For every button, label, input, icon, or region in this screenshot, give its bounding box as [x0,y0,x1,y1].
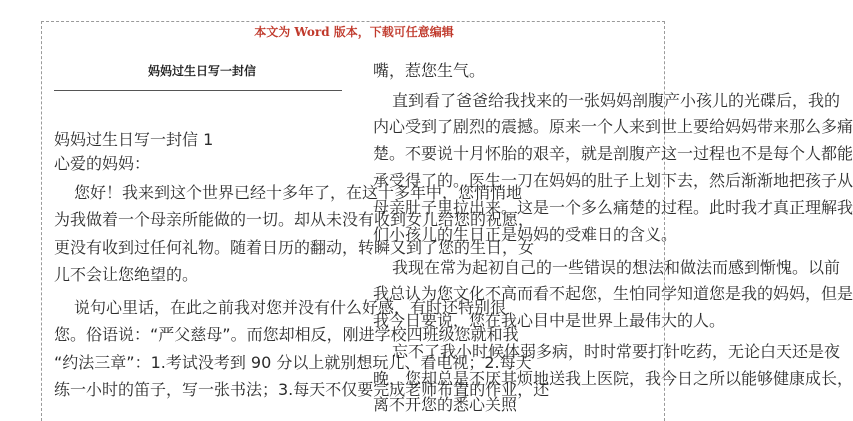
right-line: 我现在常为起初自己的一些错误的想法和做法而感到惭愧。以前 [392,258,841,277]
right-line: 们小孩儿的生日正是妈妈的受难日的含义。 [373,225,678,244]
right-line: 晚，您却总是不厌其烦地送我上医院，我今日之所以能够健康成长， [373,369,853,388]
right-line: 我今日要说，您在我心目中是世界上最伟大的人。 [373,311,726,330]
title-underline [54,90,342,91]
left-line: 练一小时的笛子，写一张书法；3.每天不仅要完成老师布置的作业，还 [54,380,550,399]
document-title: 妈妈过生日写一封信 [147,64,256,78]
left-line: 您好！我来到这个世界已经十多年了，在这十多年中，您悄悄地 [74,183,523,202]
right-line: 内心受到了剧烈的震撼。原来一个人来到世上要给妈妈带来那么多痛 [373,117,853,136]
right-line: 承受得了的。医生一刀在妈妈的肚子上划下去，然后渐渐地把孩子从 [373,171,853,190]
right-line: 嘴，惹您生气。 [373,61,486,80]
right-line: 母亲肚子里拉出来。这是一个多么痛楚的过程。此时我才真正理解我 [373,198,853,217]
left-line: 更没有收到过任何礼物。随着日历的翻动，转瞬又到了您的生日，女 [54,238,535,257]
download-banner: 本文为 Word 版本，下载可任意编辑 [254,25,454,39]
left-line: 您。俗语说：“严父慈母”。而您却相反，刚进学校四班级您就和我 [54,325,519,344]
left-line: 为我做着一个母亲所能做的一切。却从未没有收到女儿给您的祝愿， [54,210,535,229]
left-line: “约法三章”：1.考试没考到 90 分以上就别想玩儿、看电视；2.每天 [54,353,532,372]
left-line: 妈妈过生日写一封信 1 [54,130,214,149]
right-line: 楚。不要说十月怀胎的艰辛，就是剖腹产这一过程也不是每个人都能 [373,144,853,163]
right-line: 直到看了爸爸给我找来的一张妈妈剖腹产小孩儿的光碟后，我的 [392,91,841,110]
right-line: 忘不了我小时候体弱多病，时时常要打针吃药，无论白天还是夜 [392,342,841,361]
salutation: 心爱的妈妈： [54,154,151,173]
left-line: 儿不会让您绝望的。 [54,265,199,284]
right-line: 我总认为您文化不高而看不起您，生怕同学知道您是我的妈妈，但是 [373,284,853,303]
left-line: 说句心里话，在此之前我对您并没有什么好感，有时还特别很 [74,298,507,317]
right-line: 离不开您的悉心关照 [373,395,518,414]
